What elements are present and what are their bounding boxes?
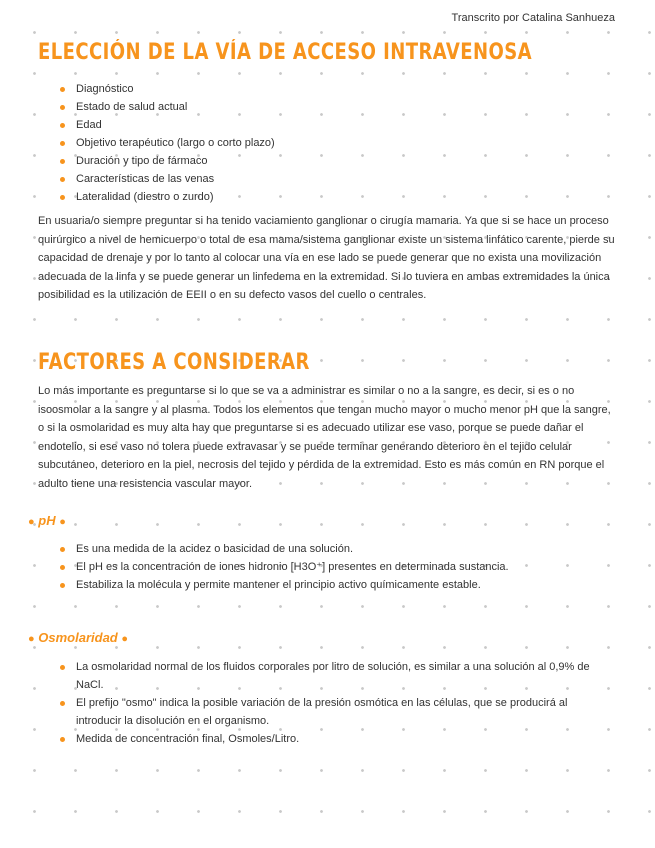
lymph-paragraph: En usuaria/o siempre preguntar si ha tenido vaciamiento ganglionar o cirugía mamaria. Ya que si se hace un proceso quirúrgico a nivel de hemicuerpo o total de esa mama/sistema ganglionar existe un sistema linfático carente, pierde su capacidad de drenaje y por lo tanto al colocar una vía en ese lado se puede generar que no exista una movilización adecuada de la linfa y se puede generar un linfedema en la extremidad. Si lo tuviera en ambas extremidades la única posibilidad es la utilización de EEII o en su defecto vasos del cuello o centrales.	[38, 215, 615, 301]
list-item: Estado de salud actual	[60, 98, 275, 116]
factors-list	[60, 80, 275, 206]
osmolaridad-subheading	[28, 630, 128, 645]
list-item: Medida de concentración final, Osmoles/Litro.	[60, 730, 605, 748]
list-item: Es una medida de la acidez o basicidad de una solución.	[60, 540, 590, 558]
ph-list	[60, 540, 590, 594]
factores-paragraph: Lo más importante es preguntarse si lo que se va a administrar es similar o no a la sangre, es decir, si es o no isoosmolar a la sangre y al plasma. Todos los elementos que tengan mucho mayor o mucho menor pH que la sangre, o si la osmolaridad es muy alta hay que preguntarse si es adecuado utilizar ese vaso, porque se puede dañar el endotelio, si ese vaso no tolera puede extravasar y se puede terminar generando deterioro en el tejido celular subcutáneo, deterioro en la piel, necrosis del tejido y pérdida de la extremidad. Esto es más común en RN porque el adulto tiene una resistencia vascular mayor.	[38, 385, 611, 490]
bullet-icon: ●	[28, 633, 35, 645]
list-item: Edad	[60, 116, 275, 134]
section-title-factores: FACTORES A CONSIDERAR	[38, 350, 310, 375]
transcription-credit: Transcrito por Catalina Sanhueza	[451, 12, 615, 24]
list-item: Duración y tipo de fármaco	[60, 152, 275, 170]
ph-subheading	[28, 513, 66, 528]
list-item: El prefijo "osmo" indica la posible variación de la presión osmótica en las células, que se producirá al introducir la disolución en el organismo.	[60, 694, 605, 730]
section-title-via-acceso: ELECCIÓN DE LA VÍA DE ACCESO INTRAVENOSA	[38, 40, 533, 65]
list-item: Características de las venas	[60, 170, 275, 188]
list-item: La osmolaridad normal de los fluidos corporales por litro de solución, es similar a una solución al 0,9% de NaCl.	[60, 658, 605, 694]
ph-title: pH	[38, 513, 56, 528]
bullet-icon: ●	[121, 633, 129, 645]
osmolaridad-list	[60, 658, 605, 748]
list-item: Diagnóstico	[60, 80, 275, 98]
list-item: Estabiliza la molécula y permite mantener el principio activo químicamente estable.	[60, 576, 590, 594]
list-item: Lateralidad (diestro o zurdo)	[60, 188, 275, 206]
list-item: Objetivo terapéutico (largo o corto plazo)	[60, 134, 275, 152]
bullet-icon: ●	[59, 516, 66, 528]
osmolaridad-title: Osmolaridad	[38, 630, 118, 645]
list-item: El pH es la concentración de iones hidronio [H3O⁺] presentes en determinada sustancia.	[60, 558, 590, 576]
bullet-icon: ●	[28, 516, 35, 528]
